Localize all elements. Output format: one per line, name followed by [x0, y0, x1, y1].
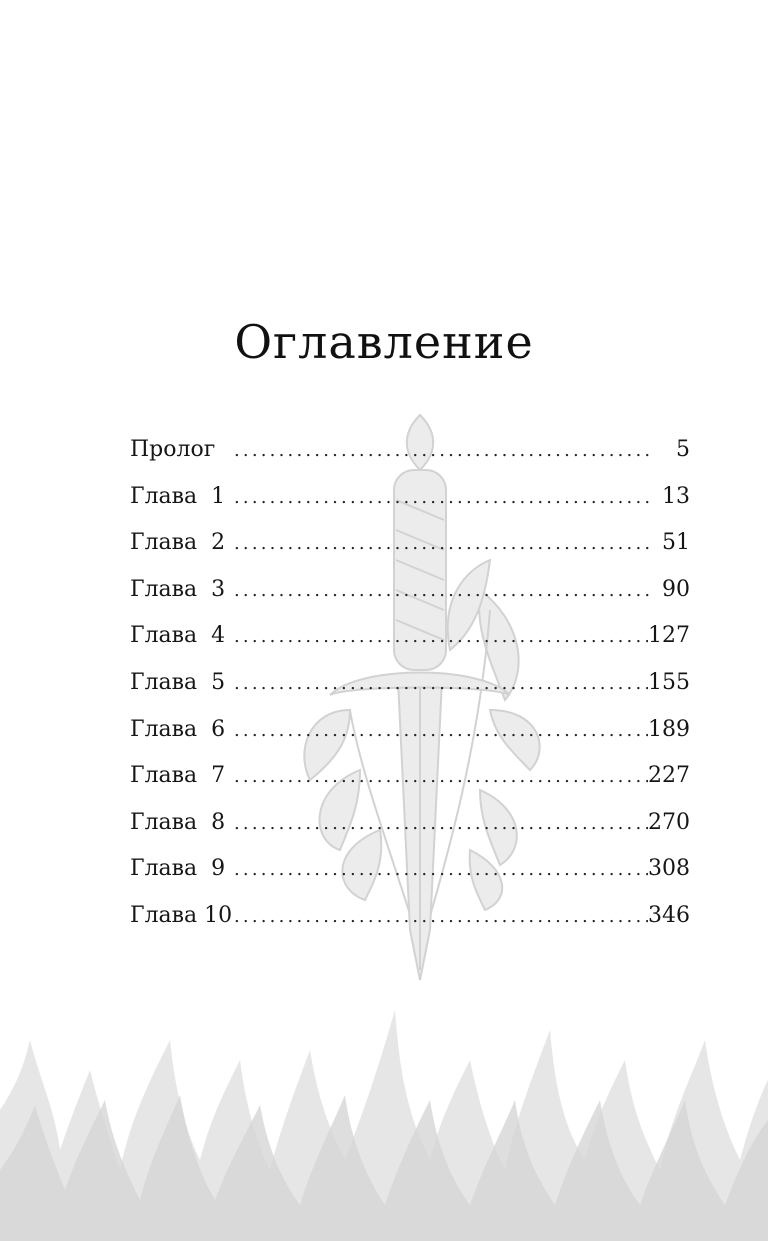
- toc-entry-chapter-10[interactable]: [130, 903, 690, 950]
- toc-entry-page: 155: [648, 669, 690, 695]
- toc-leader-dots: [234, 906, 648, 927]
- toc-entry-chapter-8[interactable]: [130, 810, 690, 857]
- toc-entry-chapter-2[interactable]: [130, 530, 690, 577]
- toc-leader-dots: [234, 487, 650, 508]
- toc-leader-dots: [234, 440, 650, 461]
- toc-entry-chapter-4[interactable]: [130, 623, 690, 670]
- toc-leader-dots: [234, 859, 648, 880]
- toc-entry-label: Глава 8: [130, 809, 226, 835]
- toc-entry-chapter-1[interactable]: [130, 484, 690, 531]
- toc-entry-chapter-3[interactable]: [130, 577, 690, 624]
- toc-leader-dots: [234, 720, 648, 741]
- toc-entry-chapter-5[interactable]: [130, 670, 690, 717]
- toc-entry-label: Глава 9: [130, 856, 226, 882]
- toc-entry-label: Глава 3: [130, 576, 226, 602]
- toc-entry-page: 308: [648, 856, 690, 882]
- flames-border-icon: [0, 1000, 768, 1241]
- toc-entry-page: 90: [662, 576, 690, 602]
- toc-leader-dots: [234, 813, 648, 834]
- toc-entry-label: Глава 10: [130, 902, 233, 928]
- toc-leader-dots: [234, 766, 648, 787]
- toc-entry-label: Глава 6: [130, 716, 226, 742]
- toc-entry-label: Глава 5: [130, 669, 226, 695]
- toc-entry-page: 13: [662, 483, 690, 509]
- toc-entry-chapter-9[interactable]: [130, 856, 690, 903]
- page-title: Оглавление: [234, 315, 534, 369]
- table-of-contents: [130, 437, 690, 950]
- toc-entry-page: 346: [648, 902, 690, 928]
- toc-entry-label: Глава 2: [130, 530, 226, 556]
- toc-entry-page: 127: [648, 623, 690, 649]
- toc-entry-chapter-7[interactable]: [130, 763, 690, 810]
- toc-entry-prologue[interactable]: [130, 437, 690, 484]
- toc-entry-label: Пролог: [130, 437, 216, 462]
- toc-leader-dots: [234, 580, 650, 601]
- toc-entry-page: 51: [662, 530, 690, 556]
- toc-entry-page: 227: [648, 763, 690, 789]
- toc-entry-page: 5: [676, 437, 690, 462]
- toc-entry-page: 189: [648, 716, 690, 742]
- toc-entry-chapter-6[interactable]: [130, 717, 690, 764]
- toc-entry-page: 270: [648, 809, 690, 835]
- toc-entry-label: Глава 4: [130, 623, 226, 649]
- toc-entry-label: Глава 1: [130, 483, 226, 509]
- toc-leader-dots: [234, 533, 650, 554]
- toc-leader-dots: [234, 673, 648, 694]
- toc-entry-label: Глава 7: [130, 763, 226, 789]
- toc-leader-dots: [234, 626, 648, 647]
